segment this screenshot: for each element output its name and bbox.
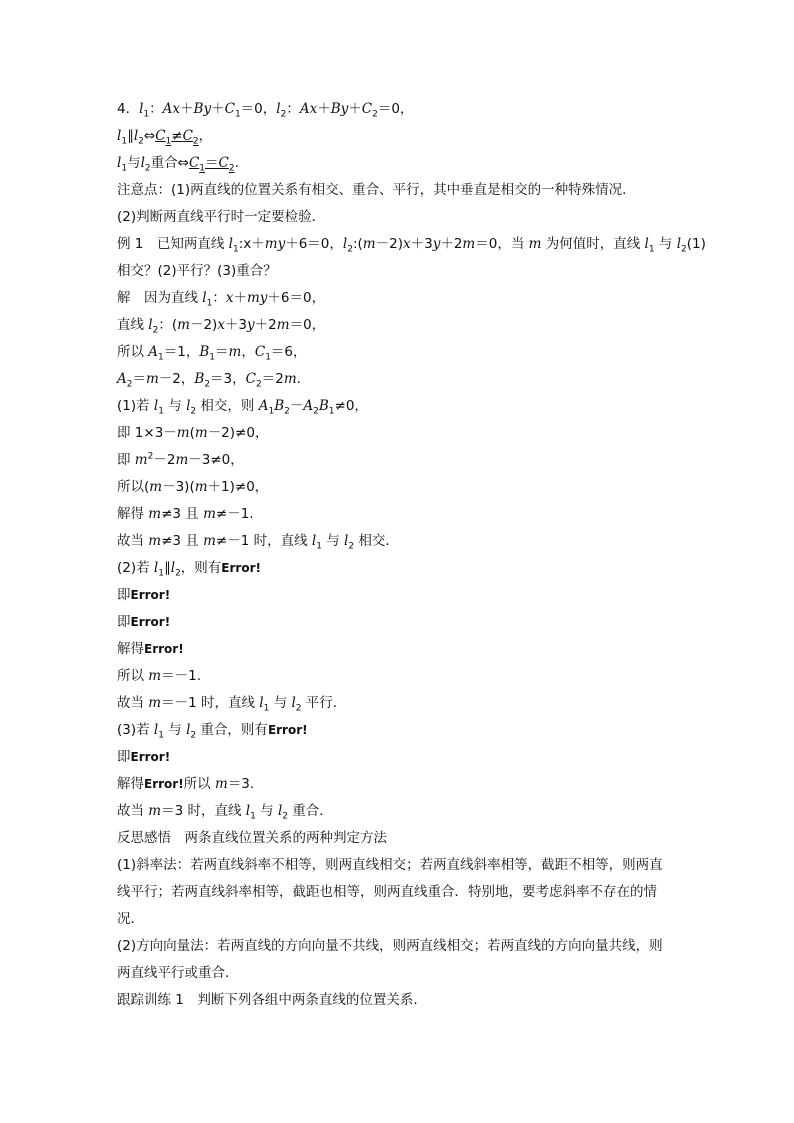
- text-segment: x: [225, 290, 234, 306]
- text-segment: l: [245, 803, 251, 819]
- text-line: [117, 231, 706, 258]
- text-segment: 1: [268, 406, 275, 417]
- text-segment: ＝2: [261, 371, 284, 387]
- text-line: [117, 393, 687, 420]
- text-segment: ＋6＝0，: [267, 290, 326, 306]
- text-line: [117, 420, 687, 447]
- text-segment: 与: [654, 236, 677, 252]
- text-segment: ，: [241, 344, 255, 360]
- text-segment: 2: [313, 406, 319, 417]
- text-line: [117, 501, 687, 528]
- text-line: [117, 285, 687, 312]
- text-segment: ＋: [233, 290, 247, 306]
- text-segment: 线平行；若两直线斜率相等，截距也相等，则两直线重合．特别地，要考虑斜率不存在的情: [117, 884, 657, 900]
- text-line: [117, 744, 687, 771]
- text-segment: m: [528, 236, 542, 252]
- text-segment: 故当: [117, 533, 149, 549]
- text-segment: 即 1×3－: [117, 425, 177, 441]
- text-segment: Ax: [162, 101, 181, 117]
- text-segment: m: [148, 803, 162, 819]
- text-segment: m: [148, 506, 162, 522]
- text-segment: B: [318, 398, 329, 414]
- text-line: [117, 825, 687, 852]
- text-segment: ≠－1.: [215, 506, 254, 522]
- error-field: Error!: [144, 777, 184, 791]
- text-segment: l: [153, 722, 159, 738]
- text-segment: 2: [228, 163, 235, 174]
- text-segment: ＝: [215, 344, 229, 360]
- text-line: [117, 663, 687, 690]
- text-segment: l: [117, 155, 122, 171]
- text-segment: C: [254, 344, 266, 360]
- text-segment: (1)斜率法：若两直线斜率不相等，则两直线相交；若两直线斜率相等，截距不相等，则两直: [117, 857, 663, 873]
- text-segment: 故当: [117, 803, 149, 819]
- text-segment: 2: [372, 109, 378, 120]
- text-segment: ⇔: [143, 128, 156, 144]
- text-segment: ＋2: [254, 317, 277, 333]
- text-segment: (3)若: [117, 722, 154, 738]
- text-segment: ＋: [180, 101, 194, 117]
- text-segment: ：: [212, 290, 226, 306]
- text-segment: 1: [199, 163, 206, 174]
- text-segment: 2: [147, 451, 154, 462]
- text-segment: ＋3: [224, 317, 248, 333]
- text-segment: ＝3 时，直线: [161, 803, 246, 819]
- text-segment: :x＋: [238, 236, 265, 252]
- text-segment: 1: [165, 136, 172, 147]
- text-segment: B: [274, 398, 285, 414]
- text-line: [117, 717, 687, 744]
- text-line: [117, 852, 687, 879]
- text-segment: ＝－1 时，直线: [161, 695, 260, 711]
- text-segment: ＋: [211, 101, 225, 117]
- text-segment: x: [217, 317, 225, 333]
- text-segment: 2: [347, 244, 353, 255]
- text-segment: By: [330, 101, 349, 117]
- text-segment: 2: [152, 325, 159, 336]
- text-segment: m: [148, 668, 162, 684]
- text-segment: 为何值时，直线: [541, 236, 645, 252]
- text-line: [117, 528, 687, 555]
- text-segment: 例 1 已知两直线: [117, 236, 229, 252]
- text-segment: －: [289, 398, 304, 414]
- text-segment: 1: [121, 163, 128, 174]
- text-segment: my: [264, 236, 286, 252]
- text-segment: ＝: [205, 155, 219, 171]
- text-segment: C: [224, 101, 235, 117]
- text-segment: ＝1，: [163, 344, 200, 360]
- text-segment: ＝: [132, 371, 146, 387]
- text-segment: ≠: [171, 128, 183, 144]
- text-segment: l: [186, 722, 191, 738]
- text-segment: 与: [255, 803, 278, 819]
- text-segment: (2)判断两直线平行时一定要检验．: [117, 209, 326, 225]
- text-segment: m: [228, 344, 242, 360]
- error-field: Error!: [267, 723, 308, 737]
- text-line: [117, 339, 687, 366]
- text-segment: l: [186, 398, 191, 414]
- text-segment: (2)方向向量法：若两直线的方向向量不共线，则两直线相交；若两直线的方向向量共线，则: [117, 938, 663, 954]
- text-segment: A: [148, 344, 159, 360]
- text-segment: 1: [158, 352, 164, 363]
- text-segment: ＋3: [410, 236, 433, 252]
- text-segment: ≠－1 时，直线: [215, 533, 312, 549]
- text-segment: ＋: [317, 101, 331, 117]
- text-segment: 直线: [117, 317, 149, 333]
- text-segment: l: [676, 236, 682, 252]
- text-segment: C: [188, 155, 200, 171]
- text-segment: 相交．: [354, 533, 399, 549]
- text-segment: .: [234, 155, 239, 171]
- text-segment: l: [133, 128, 139, 144]
- text-segment: 2: [280, 109, 287, 120]
- text-segment: 1: [265, 352, 271, 363]
- text-segment: 故当: [117, 695, 149, 711]
- text-segment: C: [361, 101, 373, 117]
- text-segment: ＝0，当: [475, 236, 529, 252]
- text-segment: 1: [158, 730, 164, 741]
- text-segment: A: [303, 398, 314, 414]
- text-segment: 2: [204, 379, 211, 390]
- error-field: Error!: [130, 750, 171, 764]
- text-segment: 4．: [117, 101, 140, 117]
- text-segment: l: [228, 236, 233, 252]
- text-line: [117, 447, 687, 474]
- text-segment: ＝3，: [210, 371, 246, 387]
- text-segment: 2: [255, 379, 262, 390]
- text-segment: m: [203, 506, 216, 522]
- text-segment: A: [117, 371, 127, 387]
- text-segment: 2: [681, 244, 687, 255]
- text-segment: 重合．: [288, 803, 333, 819]
- text-segment: (1)若: [117, 398, 154, 414]
- text-segment: 1: [250, 811, 256, 822]
- text-segment: ＝3.: [227, 776, 255, 792]
- text-segment: ＝0，: [289, 317, 326, 333]
- text-segment: 与: [163, 722, 187, 738]
- text-segment: 跟踪训练 1 判断下列各组中两条直线的位置关系．: [117, 992, 427, 1008]
- text-segment: l: [277, 803, 283, 819]
- text-segment: m: [175, 452, 189, 468]
- text-segment: 1: [316, 541, 322, 552]
- text-segment: m: [203, 533, 216, 549]
- text-segment: 2: [144, 163, 151, 174]
- text-segment: 解得: [117, 506, 149, 522]
- text-line: [117, 960, 687, 987]
- text-segment: 1: [121, 136, 128, 147]
- text-segment: m: [283, 371, 297, 387]
- text-segment: m: [149, 479, 163, 495]
- text-segment: ≠3 且: [161, 506, 204, 522]
- text-segment: 2: [284, 406, 290, 417]
- text-line: [117, 474, 687, 501]
- text-segment: C: [245, 371, 256, 387]
- text-segment: 重合，则有: [196, 722, 268, 738]
- text-segment: y: [247, 317, 255, 333]
- text-line: [117, 798, 687, 825]
- text-segment: 1: [234, 109, 241, 120]
- text-segment: 所以: [117, 344, 149, 360]
- text-segment: －2，: [158, 371, 195, 387]
- text-segment: 即: [117, 749, 131, 765]
- text-segment: m: [148, 695, 162, 711]
- text-segment: B: [194, 371, 205, 387]
- text-line: [117, 582, 687, 609]
- text-segment: l: [644, 236, 649, 252]
- text-segment: y: [432, 236, 441, 252]
- error-field: Error!: [221, 561, 261, 575]
- text-segment: 1: [206, 298, 213, 309]
- text-line: [117, 366, 687, 393]
- text-segment: l: [259, 695, 264, 711]
- text-segment: 相交，则: [196, 398, 259, 414]
- text-segment: ：: [286, 101, 300, 117]
- text-segment: ＝6，: [270, 344, 307, 360]
- text-segment: ∥: [163, 560, 171, 576]
- text-segment: l: [202, 290, 207, 306]
- text-segment: m: [177, 317, 190, 333]
- text-segment: 2: [192, 136, 199, 147]
- text-segment: ：(: [158, 317, 178, 333]
- text-segment: .: [296, 371, 301, 387]
- text-segment: m: [145, 371, 159, 387]
- text-segment: 与: [163, 398, 187, 414]
- text-segment: m: [362, 236, 376, 252]
- text-segment: 2: [282, 811, 288, 822]
- text-segment: C: [182, 128, 193, 144]
- text-segment: C: [218, 155, 229, 171]
- text-segment: 1: [143, 109, 150, 120]
- text-segment: 2: [138, 136, 144, 147]
- text-segment: 解得: [117, 641, 144, 657]
- text-segment: ＋1)≠0，: [207, 479, 269, 495]
- text-segment: ＋: [348, 101, 362, 117]
- text-segment: A: [258, 398, 269, 414]
- text-segment: 即: [117, 452, 135, 468]
- text-segment: ≠3 且: [161, 533, 204, 549]
- text-segment: 解得: [117, 776, 144, 792]
- text-segment: －2)≠0，: [207, 425, 269, 441]
- text-segment: m: [276, 317, 290, 333]
- text-segment: (1): [686, 236, 706, 252]
- text-line: [117, 933, 687, 960]
- text-line: [117, 636, 687, 663]
- text-segment: 1: [328, 406, 335, 417]
- text-segment: 况．: [117, 911, 144, 927]
- text-segment: 1: [209, 352, 216, 363]
- text-segment: (2)若: [117, 560, 154, 576]
- text-segment: ＋2: [440, 236, 463, 252]
- text-segment: 1: [263, 703, 270, 714]
- text-segment: m: [134, 452, 148, 468]
- text-segment: 注意点：(1)两直线的位置关系有相交、重合、平行，其中垂直是相交的一种特殊情况．: [117, 182, 636, 198]
- text-segment: 重合⇔: [150, 155, 189, 171]
- text-segment: 1: [233, 244, 239, 255]
- text-segment: 1: [158, 568, 164, 579]
- text-line: [117, 312, 687, 339]
- text-segment: 2: [175, 568, 181, 579]
- text-segment: 与: [127, 155, 141, 171]
- text-segment: l: [344, 533, 349, 549]
- text-segment: m: [176, 425, 190, 441]
- text-line: [117, 258, 687, 285]
- text-segment: m: [194, 425, 208, 441]
- text-segment: 平行．: [301, 695, 347, 711]
- text-line: [117, 690, 687, 717]
- text-line: [117, 204, 687, 231]
- text-segment: 2: [348, 541, 355, 552]
- text-segment: 解 因为直线: [117, 290, 203, 306]
- text-segment: (: [189, 425, 195, 441]
- text-segment: 即: [117, 587, 131, 603]
- text-segment: 2: [126, 379, 133, 390]
- text-segment: l: [291, 695, 296, 711]
- text-line: [117, 906, 687, 933]
- text-segment: 2: [190, 730, 197, 741]
- text-segment: ＋6＝0，: [285, 236, 343, 252]
- text-segment: ＝0，: [240, 101, 277, 117]
- text-line: [117, 96, 687, 123]
- text-segment: 与: [321, 533, 345, 549]
- text-segment: 即: [117, 614, 131, 630]
- text-line: [117, 879, 687, 906]
- text-segment: －3)(: [162, 479, 195, 495]
- text-segment: l: [153, 398, 159, 414]
- text-segment: C: [155, 128, 166, 144]
- text-segment: m: [462, 236, 476, 252]
- text-segment: ＝0，: [377, 101, 414, 117]
- text-segment: ∥: [127, 128, 134, 144]
- text-line: [117, 177, 687, 204]
- text-line: [117, 609, 687, 636]
- text-line: [117, 555, 687, 582]
- text-segment: :(: [352, 236, 363, 252]
- text-segment: l: [139, 101, 144, 117]
- text-segment: m: [148, 533, 162, 549]
- error-field: Error!: [130, 615, 171, 629]
- text-segment: l: [140, 155, 145, 171]
- text-segment: 相交？(2)平行？(3)重合？: [117, 263, 277, 279]
- text-segment: l: [117, 128, 122, 144]
- text-segment: ：: [149, 101, 163, 117]
- text-line: [117, 987, 687, 1014]
- error-field: Error!: [144, 642, 184, 656]
- text-segment: l: [170, 560, 176, 576]
- text-segment: －2): [375, 236, 403, 252]
- text-segment: l: [276, 101, 281, 117]
- text-line: [117, 123, 687, 150]
- text-segment: 2: [295, 703, 302, 714]
- text-segment: l: [311, 533, 317, 549]
- text-segment: ≠0，: [334, 398, 368, 414]
- text-segment: l: [153, 560, 159, 576]
- text-segment: －2): [189, 317, 218, 333]
- text-line: [117, 150, 687, 177]
- error-field: Error!: [130, 588, 171, 602]
- text-segment: ，: [198, 128, 213, 144]
- text-segment: B: [199, 344, 210, 360]
- document-body: [117, 96, 706, 1014]
- text-segment: Ax: [299, 101, 318, 117]
- text-segment: 与: [269, 695, 292, 711]
- text-segment: －2: [153, 452, 176, 468]
- text-segment: 1: [648, 244, 655, 255]
- text-segment: l: [148, 317, 153, 333]
- text-segment: 1: [158, 406, 164, 417]
- text-segment: 2: [190, 406, 197, 417]
- text-segment: By: [193, 101, 212, 117]
- text-segment: m: [194, 479, 208, 495]
- text-segment: ，则有: [180, 560, 222, 576]
- text-segment: m: [214, 776, 228, 792]
- text-segment: 所以: [117, 668, 149, 684]
- text-line: [117, 771, 687, 798]
- text-segment: －3≠0，: [188, 452, 244, 468]
- text-segment: my: [246, 290, 268, 306]
- text-segment: 所以(: [117, 479, 150, 495]
- text-segment: x: [402, 236, 411, 252]
- text-segment: 两直线平行或重合．: [117, 965, 239, 981]
- text-segment: l: [342, 236, 348, 252]
- text-segment: 所以: [183, 776, 215, 792]
- text-segment: 反思感悟 两条直线位置关系的两种判定方法: [117, 830, 387, 846]
- text-segment: ＝－1.: [161, 668, 201, 684]
